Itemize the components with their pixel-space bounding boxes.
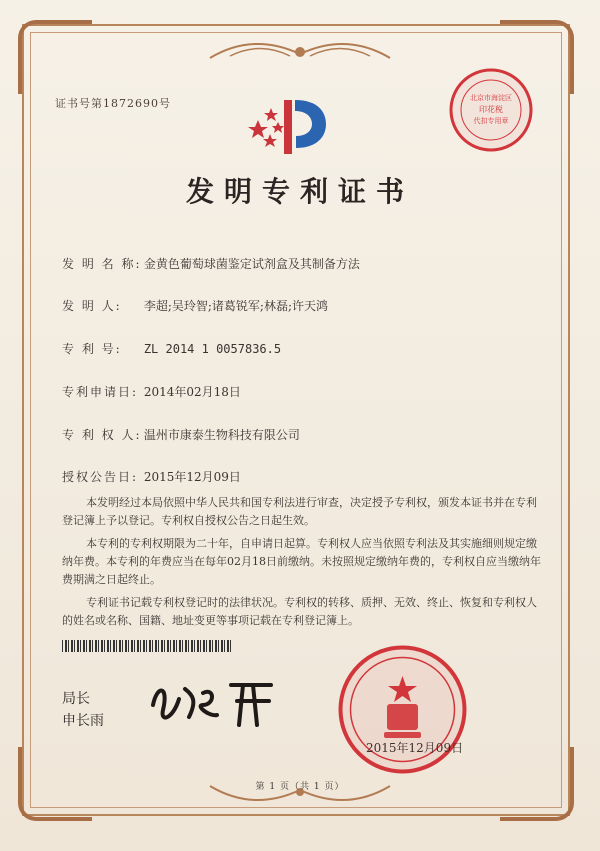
field-invention-name — [62, 255, 360, 272]
red-seal-icon — [335, 642, 470, 777]
field-value: 金黄色葡萄球菌鉴定试剂盒及其制备方法 — [143, 257, 360, 271]
body-paragraph: 本发明经过本局依照中华人民共和国专利法进行审查，决定授予专利权，颁发本证书并在专利登记簿上予以登记。专利权自授权公告之日起生效。 — [62, 496, 537, 527]
issue-date: 2015年12月09日 — [366, 741, 464, 755]
barcode-icon — [62, 640, 232, 652]
field-label: 专 利 号: — [62, 342, 122, 356]
director-name: 申长雨 — [62, 713, 104, 729]
field-value: ZL 2014 1 0057836.5 — [143, 342, 282, 356]
field-label: 发 明 人: — [62, 299, 122, 313]
field-label: 授权公告日: — [62, 470, 139, 484]
svg-text:印花税: 印花税 — [479, 105, 503, 114]
signature-icon — [145, 675, 280, 730]
field-patentee — [62, 426, 300, 443]
field-value: 2015年12月09日 — [143, 470, 241, 484]
body-paragraph: 专利证书记载专利权登记时的法律状况。专利权的转移、质押、无效、终止、恢复和专利权人的姓名或名称、国籍、地址变更等事项记载在专利登记簿上。 — [62, 596, 537, 627]
svg-text:代扣专用章: 代扣专用章 — [473, 117, 509, 125]
page-number: 第 1 页（共 1 页） — [255, 782, 345, 792]
field-label: 发 明 名 称: — [62, 257, 142, 271]
field-value: 李超;吴玲智;诸葛锐军;林磊;许天鸿 — [143, 299, 329, 313]
top-ornament-icon — [200, 38, 400, 68]
page-title: 发明专利证书 — [185, 175, 414, 208]
body-paragraph: 本专利的专利权期限为二十年，自申请日起算。专利权人应当依照专利法及其实施细则规定缴纳年费。本专利的年费应当在每年02月18日前缴纳。未按照规定缴纳年费的，专利权自应当缴纳年费期满之日起终止。 — [62, 537, 541, 586]
svg-text:北京市海淀区: 北京市海淀区 — [470, 94, 512, 102]
field-value: 温州市康泰生物科技有限公司 — [143, 428, 300, 442]
director-title: 局长 — [62, 691, 90, 707]
field-application-date — [62, 383, 241, 400]
field-label: 专 利 权 人: — [62, 428, 142, 442]
field-grant-date — [62, 468, 241, 485]
field-inventors — [62, 297, 328, 314]
field-patent-no — [62, 340, 281, 357]
red-seal-icon — [447, 66, 535, 154]
field-value: 2014年02月18日 — [143, 385, 241, 399]
corner-ornament-top-left — [18, 20, 92, 94]
cnipa-logo-icon — [240, 92, 340, 162]
certificate-number: 证书号第1872690号 — [55, 97, 171, 110]
body-text — [62, 494, 542, 635]
field-label: 专利申请日: — [62, 385, 139, 399]
